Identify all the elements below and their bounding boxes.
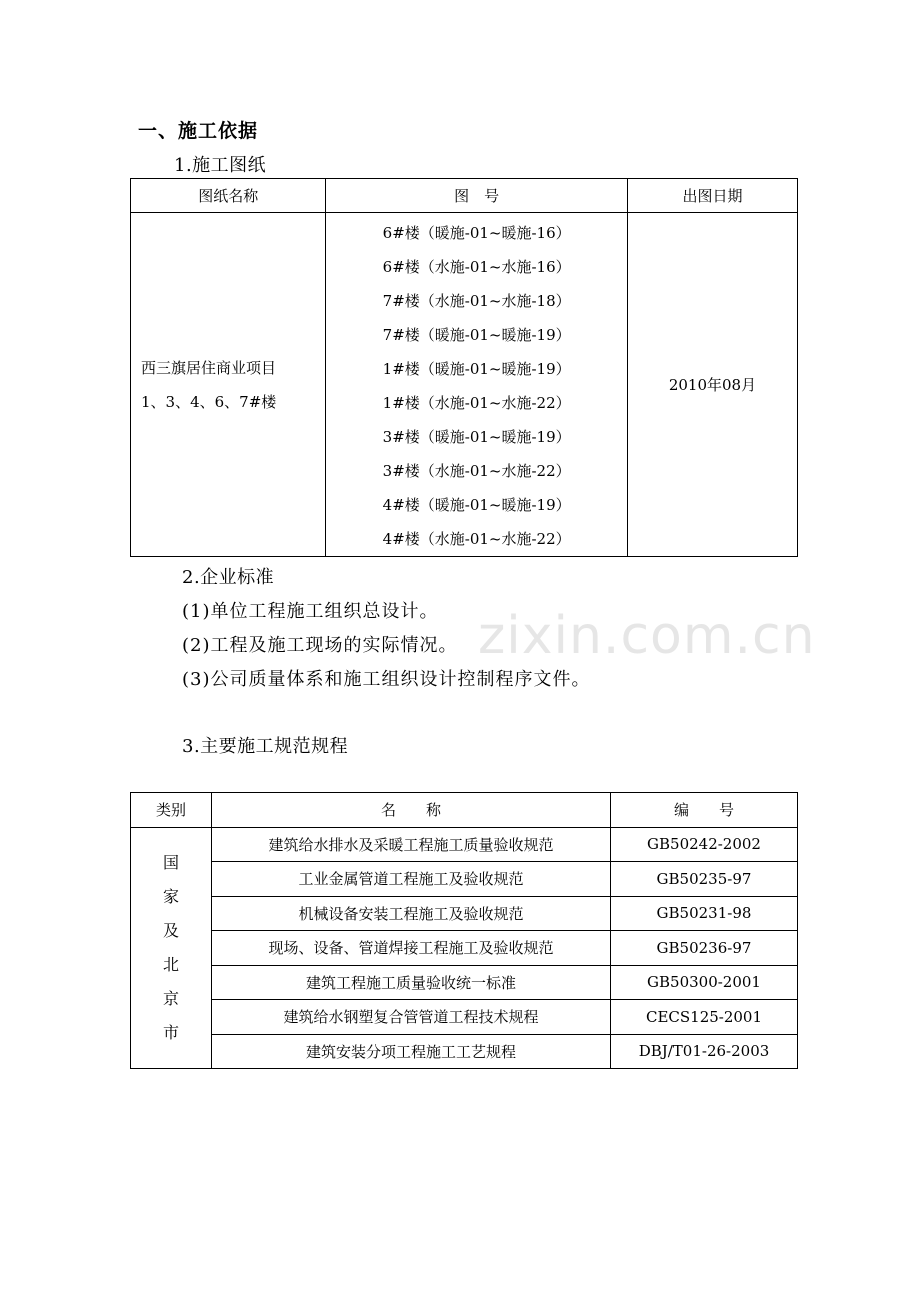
header-drawing-name: 图纸名称 [131,179,326,213]
drawing-number: 7#楼（水施-01~水施-18） [382,292,571,310]
regulation-name: 现场、设备、管道焊接工程施工及验收规范 [212,931,611,966]
regulation-name: 建筑给水排水及采暖工程施工质量验收规范 [212,827,611,862]
drawing-number: 4#楼（水施-01~水施-22） [382,530,571,548]
category-char: 国 [162,852,179,872]
drawing-number: 3#楼（暖施-01~暖施-19） [382,428,571,446]
drawing-number: 1#楼（水施-01~水施-22） [382,394,571,412]
regulation-code: CECS125-2001 [611,1000,798,1035]
regulation-name: 建筑给水钢塑复合管管道工程技术规程 [212,1000,611,1035]
regulation-code: GB50300-2001 [611,965,798,1000]
drawing-number: 7#楼（暖施-01~暖施-19） [382,326,571,344]
standards-title: 2.企业标准 [182,567,275,588]
header-name: 名 称 [212,793,611,828]
regulation-code: GB50231-98 [611,896,798,931]
project-name-line1: 西三旗居住商业项目 [141,358,277,377]
drawing-number: 3#楼（水施-01~水施-22） [382,462,571,480]
regulation-name: 机械设备安装工程施工及验收规范 [212,896,611,931]
watermark: zixin.com.cn [478,606,816,666]
drawing-number: 4#楼（暖施-01~暖施-19） [382,496,571,514]
regulations-title: 3.主要施工规范规程 [182,736,349,757]
standard-item: (1)单位工程施工组织总设计。 [182,601,439,622]
standard-item: (2)工程及施工现场的实际情况。 [182,635,458,656]
category-char: 市 [162,1022,179,1042]
drawing-numbers-cell [326,213,627,557]
regulation-code: GB50236-97 [611,931,798,966]
regulation-code: GB50242-2002 [611,827,798,862]
category-char: 及 [162,920,179,940]
regulation-name: 建筑安装分项工程施工工艺规程 [212,1034,611,1069]
drawing-number: 1#楼（暖施-01~暖施-19） [382,360,571,378]
header-code: 编 号 [611,793,798,828]
drawings-table [130,178,798,557]
category-char: 京 [162,988,179,1008]
regulation-name: 建筑工程施工质量验收统一标准 [212,965,611,1000]
category-cell [131,827,212,1069]
regulation-code: DBJ/T01-26-2003 [611,1034,798,1069]
header-drawing-number: 图 号 [326,179,627,213]
standard-item: (3)公司质量体系和施工组织设计控制程序文件。 [182,669,591,690]
header-category: 类别 [131,793,212,828]
drawing-number: 6#楼（暖施-01~暖施-16） [382,224,571,242]
category-char: 北 [162,954,179,974]
header-issue-date: 出图日期 [627,179,797,213]
issue-date-cell: 2010年08月 [627,213,797,557]
drawings-title: 1.施工图纸 [174,155,267,176]
drawing-number: 6#楼（水施-01~水施-16） [382,258,571,276]
project-name-line2: 1、3、4、6、7#楼 [141,392,277,411]
regulation-name: 工业金属管道工程施工及验收规范 [212,862,611,897]
category-char: 家 [162,886,179,906]
project-name-cell [131,213,326,557]
section-heading: 一、施工依据 [138,120,259,142]
regulation-code: GB50235-97 [611,862,798,897]
regulations-table [130,792,798,1069]
